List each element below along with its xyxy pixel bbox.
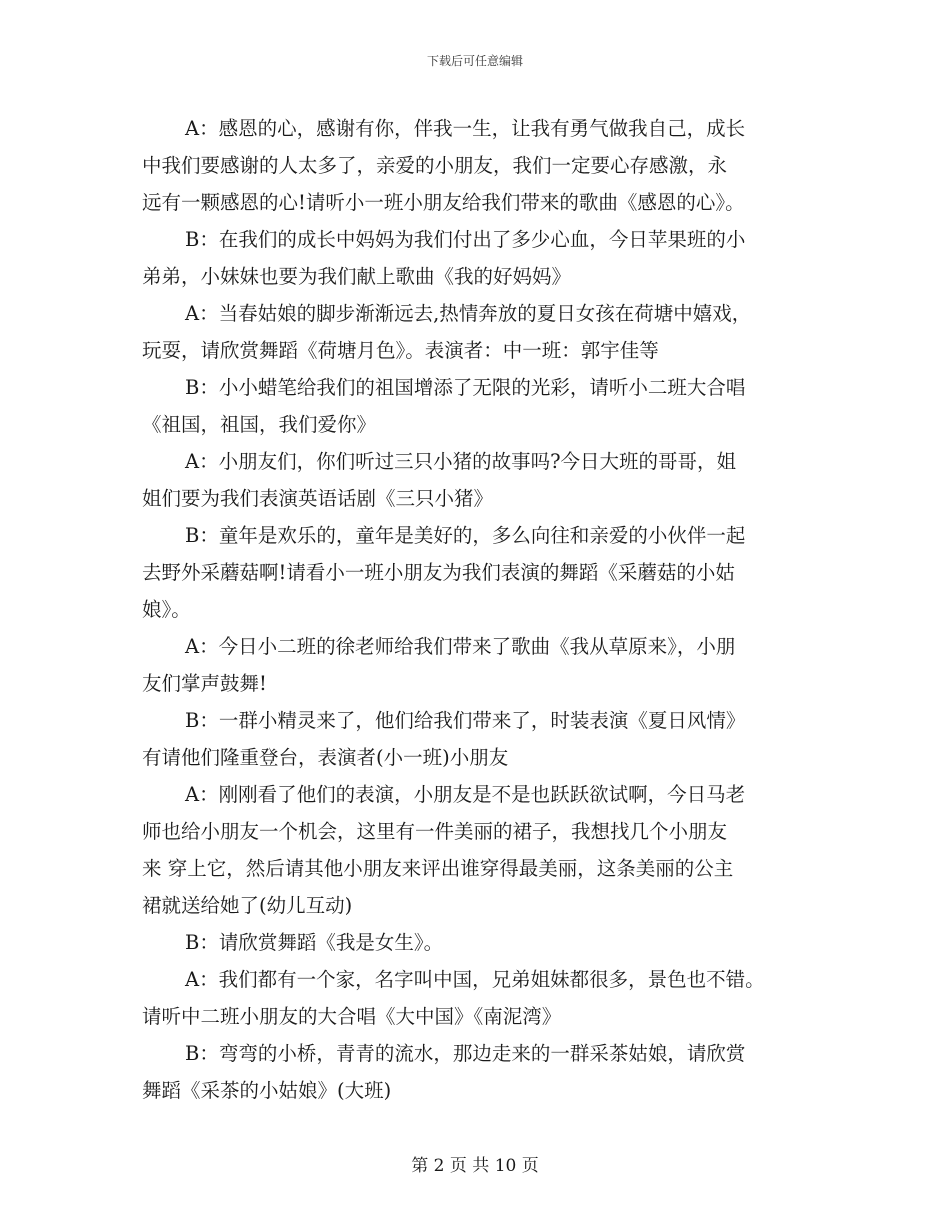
text-line: 弟弟，小妹妹也要为我们献上歌曲《我的好妈妈》 <box>142 265 572 288</box>
text-line: A：小朋友们，你们听过三只小猪的故事吗?今日大班的哥哥，姐 <box>185 450 737 473</box>
text-line: 友们掌声鼓舞! <box>142 672 267 695</box>
text-line: B：小小蜡笔给我们的祖国增添了无限的光彩，请听小二班大合唱 <box>185 376 746 399</box>
text-line: B：童年是欢乐的，童年是美好的，多么向往和亲爱的小伙伴一起 <box>185 524 746 547</box>
text-line: A：今日小二班的徐老师给我们带来了歌曲《我从草原来》，小朋 <box>185 635 736 658</box>
text-line: 《祖国，祖国，我们爱你》 <box>142 413 377 436</box>
text-line: 舞蹈《采茶的小姑娘》(大班) <box>142 1079 392 1102</box>
text-line: 姐们要为我们表演英语话剧《三只小猪》 <box>142 487 494 510</box>
page-footer: 第 2 页 共 10 页 <box>411 1156 539 1176</box>
text-line: 裙就送给她了(幼儿互动) <box>142 894 353 917</box>
text-line: A：刚刚看了他们的表演，小朋友是不是也跃跃欲试啊，今日马老 <box>185 783 746 806</box>
text-line: 中我们要感谢的人太多了，亲爱的小朋友，我们一定要心存感激，永 <box>142 154 728 177</box>
page-header: 下载后可任意编辑 <box>426 54 523 68</box>
text-line: A：当春姑娘的脚步渐渐远去,热情奔放的夏日女孩在荷塘中嬉戏， <box>185 302 752 325</box>
text-line: 去野外采蘑菇啊!请看小一班小朋友为我们表演的舞蹈《采蘑菇的小姑 <box>142 561 735 584</box>
text-line: 远有一颗感恩的心!请听小一班小朋友给我们带来的歌曲《感恩的心》。 <box>142 191 745 214</box>
text-line: A：我们都有一个家，名字叫中国，兄弟姐妹都很多，景色也不错。 <box>185 968 765 991</box>
text-line: 有请他们隆重登台，表演者(小一班)小朋友 <box>142 746 509 769</box>
text-line: B：弯弯的小桥，青青的流水，那边走来的一群采茶姑娘，请欣赏 <box>185 1042 746 1065</box>
document-body <box>142 110 832 1109</box>
text-line: 请听中二班小朋友的大合唱《大中国》《南泥湾》 <box>142 1005 562 1028</box>
text-line: B：请欣赏舞蹈《我是女生》。 <box>185 931 444 954</box>
text-line: 来 穿上它，然后请其他小朋友来评出谁穿得最美丽，这条美丽的公主 <box>142 857 734 880</box>
text-line: 师也给小朋友一个机会，这里有一件美丽的裙子，我想找几个小朋友 <box>142 820 728 843</box>
text-line: B：一群小精灵来了，他们给我们带来了，时装表演《夏日风情》 <box>185 709 746 732</box>
text-line: B：在我们的成长中妈妈为我们付出了多少心血，今日苹果班的小 <box>185 228 746 251</box>
text-line: A：感恩的心，感谢有你，伴我一生，让我有勇气做我自己，成长 <box>185 117 746 140</box>
text-line: 玩耍，请欣赏舞蹈《荷塘月色》。表演者：中一班：郭宇佳等 <box>142 339 659 362</box>
text-line: 娘》。 <box>142 598 191 621</box>
